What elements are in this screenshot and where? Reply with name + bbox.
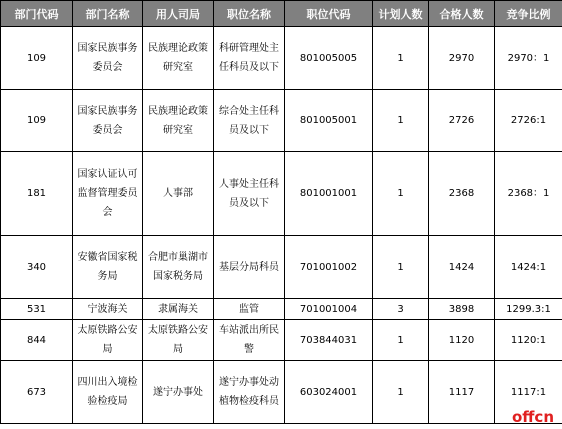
cell-dept-name: 太原铁路公安局 <box>73 320 143 361</box>
cell-ratio: 1299.3:1 <box>495 299 562 320</box>
table-row <box>1 236 562 299</box>
cell-dept-name: 宁波海关 <box>73 299 143 320</box>
cell-position-name: 监管 <box>214 299 285 320</box>
header-row <box>1 1 562 27</box>
cell-position-name: 人事处主任科员及以下 <box>214 152 285 236</box>
cell-position-code: 801001001 <box>285 152 373 236</box>
cell-position-name: 综合处主任科员及以下 <box>214 90 285 152</box>
cell-bureau: 遂宁办事处 <box>143 361 214 424</box>
cell-dept-code: 109 <box>1 27 73 90</box>
cell-bureau: 人事部 <box>143 152 214 236</box>
cell-position-code: 801005001 <box>285 90 373 152</box>
cell-position-code: 701001004 <box>285 299 373 320</box>
table-row <box>1 299 562 320</box>
cell-planned: 1 <box>373 361 429 424</box>
cell-position-name: 车站派出所民警 <box>214 320 285 361</box>
cell-dept-code: 181 <box>1 152 73 236</box>
cell-dept-name: 国家认证认可监督管理委员会 <box>73 152 143 236</box>
cell-ratio: 1120:1 <box>495 320 562 361</box>
cell-planned: 1 <box>373 27 429 90</box>
cell-qualified: 2726 <box>429 90 495 152</box>
cell-bureau: 民族理论政策研究室 <box>143 27 214 90</box>
cell-position-name: 遂宁办事处动植物检疫科员 <box>214 361 285 424</box>
cell-position-name: 基层分局科员 <box>214 236 285 299</box>
cell-dept-code: 673 <box>1 361 73 424</box>
cell-position-code: 603024001 <box>285 361 373 424</box>
cell-ratio: 2726:1 <box>495 90 562 152</box>
header-dept-name: 部门名称 <box>73 1 143 27</box>
header-qualified: 合格人数 <box>429 1 495 27</box>
cell-position-name: 科研管理处主任科员及以下 <box>214 27 285 90</box>
cell-qualified: 2970 <box>429 27 495 90</box>
cell-dept-name: 安徽省国家税务局 <box>73 236 143 299</box>
header-bureau: 用人司局 <box>143 1 214 27</box>
cell-dept-code: 109 <box>1 90 73 152</box>
offcn-watermark: offcn <box>511 408 554 426</box>
header-ratio: 竞争比例 <box>495 1 562 27</box>
cell-qualified: 1117 <box>429 361 495 424</box>
cell-position-code: 701001002 <box>285 236 373 299</box>
cell-position-code: 703844031 <box>285 320 373 361</box>
table-row <box>1 320 562 361</box>
cell-qualified: 1424 <box>429 236 495 299</box>
table-row <box>1 152 562 236</box>
cell-ratio: 1424:1 <box>495 236 562 299</box>
cell-bureau: 民族理论政策研究室 <box>143 90 214 152</box>
cell-qualified: 2368 <box>429 152 495 236</box>
header-position-code: 职位代码 <box>285 1 373 27</box>
cell-bureau: 隶属海关 <box>143 299 214 320</box>
cell-planned: 1 <box>373 90 429 152</box>
cell-planned: 1 <box>373 236 429 299</box>
header-planned: 计划人数 <box>373 1 429 27</box>
cell-ratio: 1117:1 <box>495 361 562 424</box>
cell-bureau: 太原铁路公安局 <box>143 320 214 361</box>
cell-dept-name: 四川出入境检验检疫局 <box>73 361 143 424</box>
table-row <box>1 27 562 90</box>
cell-bureau: 合肥市巢湖市国家税务局 <box>143 236 214 299</box>
header-position-name: 职位名称 <box>214 1 285 27</box>
cell-planned: 3 <box>373 299 429 320</box>
table-row <box>1 361 562 424</box>
cell-qualified: 3898 <box>429 299 495 320</box>
cell-planned: 1 <box>373 152 429 236</box>
header-dept-code: 部门代码 <box>1 1 73 27</box>
cell-planned: 1 <box>373 320 429 361</box>
cell-dept-code: 844 <box>1 320 73 361</box>
cell-ratio: 2970：1 <box>495 27 562 90</box>
cell-dept-code: 340 <box>1 236 73 299</box>
cell-dept-code: 531 <box>1 299 73 320</box>
table-row <box>1 90 562 152</box>
cell-ratio: 2368：1 <box>495 152 562 236</box>
cell-dept-name: 国家民族事务委员会 <box>73 90 143 152</box>
cell-qualified: 1120 <box>429 320 495 361</box>
cell-position-code: 801005005 <box>285 27 373 90</box>
cell-dept-name: 国家民族事务委员会 <box>73 27 143 90</box>
